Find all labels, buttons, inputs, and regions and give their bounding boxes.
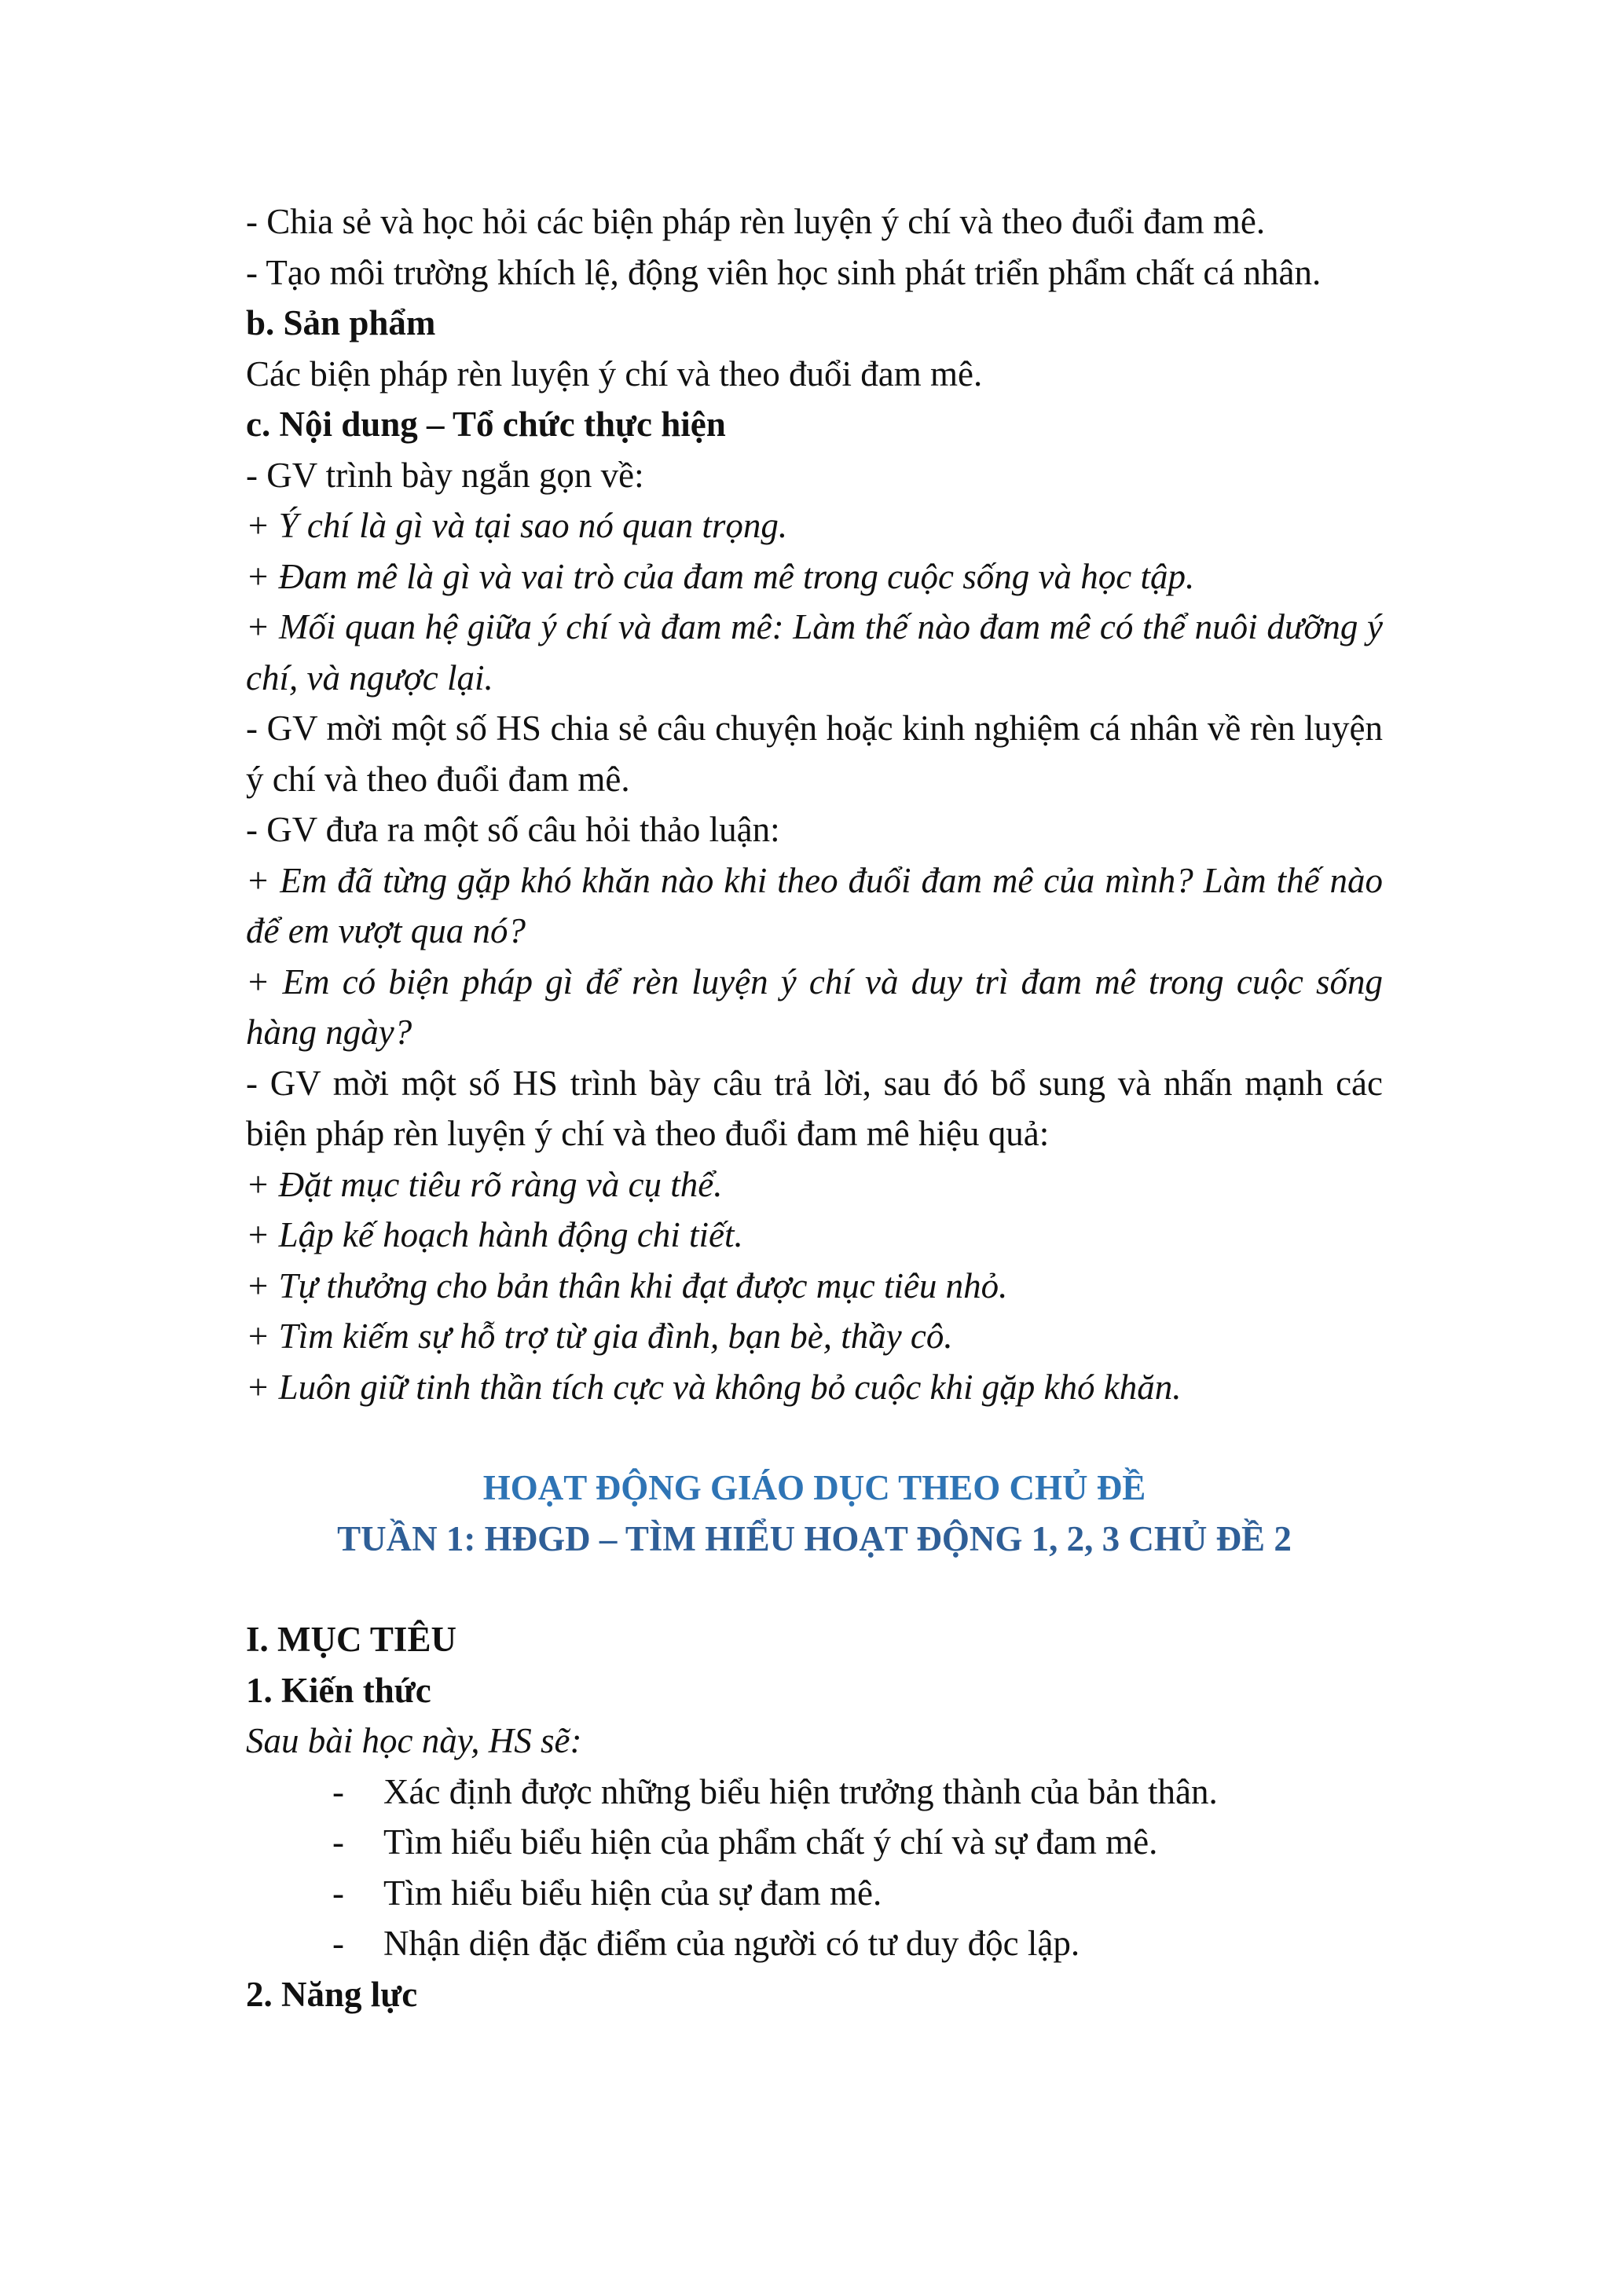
- questions-intro: - GV đưa ra một số câu hỏi thảo luận:: [246, 810, 780, 849]
- list-dash: -: [332, 1873, 344, 1913]
- goal-line: - Chia sẻ và học hỏi các biện pháp rèn luyện ý chí và theo đuổi đam mê.: [246, 202, 1266, 241]
- content-invite: - GV mời một số HS chia sẻ câu chuyện hoặc kinh nghiệm cá nhân về rèn luyện ý chí và theo đuổi đam mê.: [246, 709, 1383, 799]
- content-point: + Mối quan hệ giữa ý chí và đam mê: Làm thế nào đam mê có thể nuôi dưỡng ý chí, và ngược lại.: [246, 607, 1383, 698]
- knowledge-item-text: Nhận diện đặc điểm của người có tư duy độc lập.: [383, 1924, 1080, 1963]
- content-heading: c. Nội dung – Tổ chức thực hiện: [246, 405, 726, 444]
- list-dash: -: [332, 1822, 344, 1862]
- product-text: Các biện pháp rèn luyện ý chí và theo đuổi đam mê.: [246, 353, 983, 394]
- measure-item: + Luôn giữ tinh thần tích cực và không bỏ cuộc khi gặp khó khăn.: [246, 1367, 1182, 1407]
- document-page: [246, 196, 1383, 2020]
- knowledge-item-text: Tìm hiểu biểu hiện của phẩm chất ý chí và sự đam mê.: [383, 1822, 1158, 1862]
- measure-item: + Tự thưởng cho bản thân khi đạt được mục tiêu nhỏ.: [246, 1265, 1008, 1305]
- content-point: + Đam mê là gì và vai trò của đam mê trong cuộc sống và học tập.: [246, 556, 1195, 596]
- measure-item: + Đặt mục tiêu rõ ràng và cụ thể.: [246, 1164, 723, 1204]
- list-dash: -: [332, 1771, 344, 1811]
- knowledge-item: [246, 1918, 1383, 1969]
- knowledge-heading: 1. Kiến thức: [246, 1670, 431, 1710]
- knowledge-item-text: Xác định được những biểu hiện trưởng thành của bản thân.: [383, 1771, 1218, 1811]
- goal-line: - Tạo môi trường khích lệ, động viên học sinh phát triển phẩm chất cá nhân.: [246, 252, 1322, 292]
- measure-item: + Tìm kiếm sự hỗ trợ từ gia đình, bạn bè, thầy cô.: [246, 1316, 953, 1356]
- knowledge-item: [246, 1767, 1383, 1818]
- content-intro: - GV trình bày ngắn gọn về:: [246, 455, 644, 495]
- knowledge-item-text: Tìm hiểu biểu hiện của sự đam mê.: [383, 1873, 882, 1913]
- measure-item: + Lập kế hoạch hành động chi tiết.: [246, 1215, 743, 1254]
- week-title: TUẦN 1: HĐGD – TÌM HIỂU HOẠT ĐỘNG 1, 2, 3 CHỦ ĐỀ 2: [337, 1518, 1292, 1558]
- ability-heading: 2. Năng lực: [246, 1974, 418, 2014]
- knowledge-intro: Sau bài học này, HS sẽ:: [246, 1721, 582, 1760]
- knowledge-item: [246, 1868, 1383, 1919]
- objectives-heading: I. MỤC TIÊU: [246, 1620, 456, 1659]
- section-title: HOẠT ĐỘNG GIÁO DỤC THEO CHỦ ĐỀ: [482, 1468, 1146, 1507]
- content-point: + Ý chí là gì và tại sao nó quan trọng.: [246, 506, 788, 545]
- list-dash: -: [332, 1924, 344, 1963]
- product-heading: b. Sản phẩm: [246, 303, 436, 342]
- discussion-question: + Em có biện pháp gì để rèn luyện ý chí và duy trì đam mê trong cuộc sống hàng ngày?: [246, 961, 1383, 1052]
- content-summary: - GV mời một số HS trình bày câu trả lời, sau đó bổ sung và nhấn mạnh các biện pháp rèn luyện ý chí và theo đuổi đam mê hiệu quả:: [246, 1063, 1383, 1153]
- discussion-question: + Em đã từng gặp khó khăn nào khi theo đuổi đam mê của mình? Làm thế nào để em vượt qua nó?: [246, 860, 1383, 950]
- knowledge-item: [246, 1817, 1383, 1868]
